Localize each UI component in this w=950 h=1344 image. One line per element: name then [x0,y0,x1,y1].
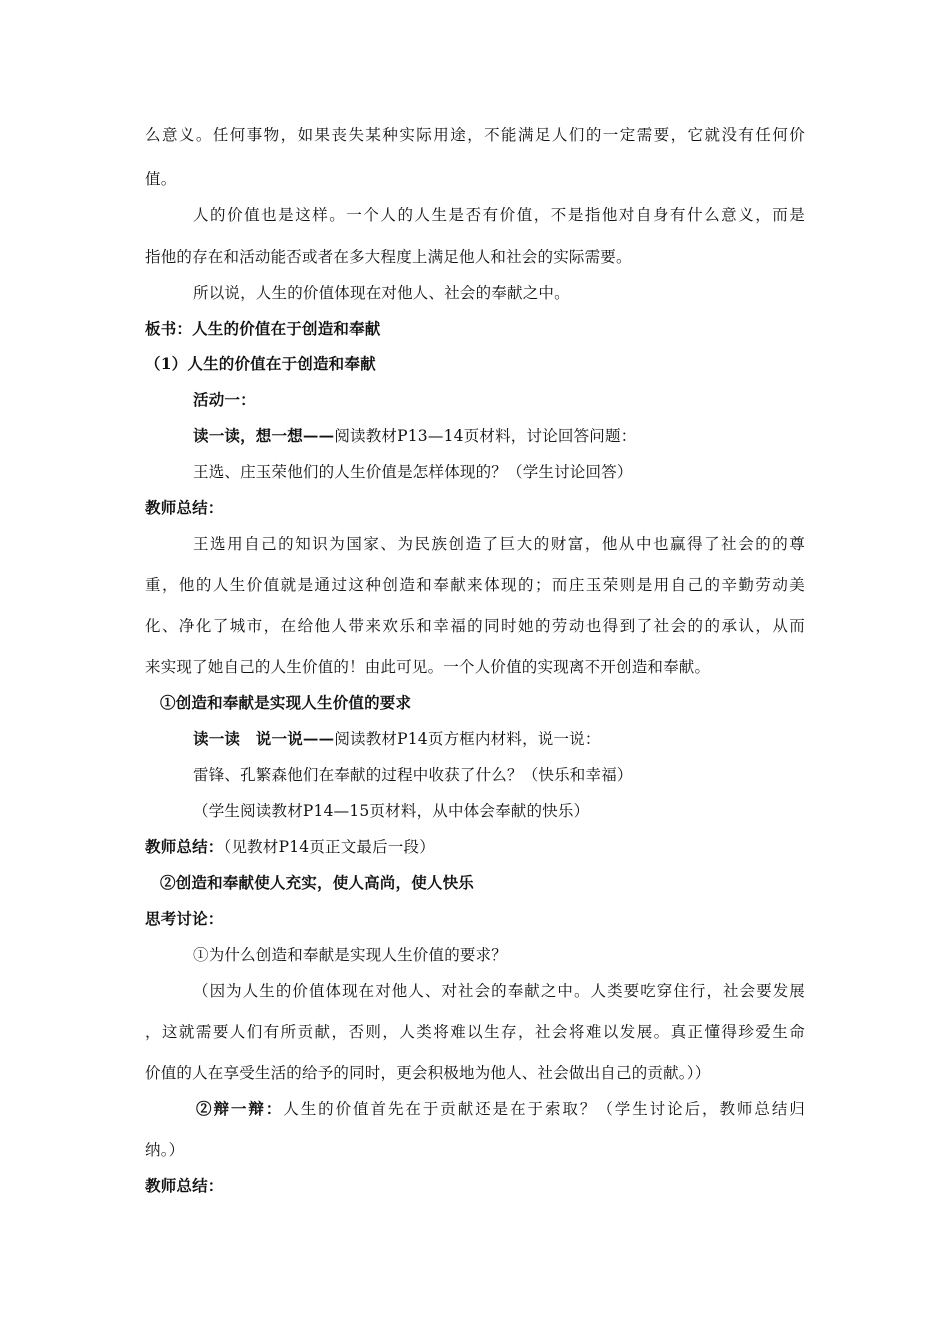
paragraph-line: 纳。） [145,1141,185,1159]
note-line: （学生阅读教材P14—15页材料，从中体会奉献的快乐） [193,802,590,820]
paragraph-line: 化、净化了城市，在给他人带来欢乐和幸福的同时她的劳动也得到了社会的的承认，从而 [145,617,805,635]
teacher-summary-label: 教师总结： [145,1176,224,1195]
read-instruction-bold: 读一读 说一说—— [193,729,335,748]
paragraph-line: 王选用自己的知识为国家、为民族创造了巨大的财富，他从中也赢得了社会的的尊 [193,535,805,553]
point-heading: ②创造和奉献使人充实，使人高尚，使人快乐 [160,873,475,892]
teacher-summary-label: 教师总结： [145,498,224,517]
question-line: 王选、庄玉荣他们的人生价值是怎样体现的？（学生讨论回答） [193,463,633,481]
point-heading: ①创造和奉献是实现人生价值的要求 [160,693,412,712]
paragraph-line: 值。 [145,170,177,188]
paragraph-line: ，这就需要人们有所贡献，否则，人类将难以生存，社会将难以发展。真正懂得珍爱生命 [145,1023,805,1041]
paragraph-line: 人的价值也是这样。一个人的人生是否有价值，不是指他对自身有什么意义，而是 [193,206,805,224]
paragraph-line: （因为人生的价值体现在对他人、对社会的奉献之中。人类要吃穿住行，社会要发展 [193,982,805,1000]
section-heading: （1）人生的价值在于创造和奉献 [145,354,376,373]
teacher-summary-line [145,837,435,857]
read-instruction [193,426,636,446]
teacher-summary-label: 教师总结： [145,837,224,856]
read-instruction-bold: 读一读，想一想—— [193,426,335,445]
read-instruction [193,729,601,749]
board-heading: 板书：人生的价值在于创造和奉献 [145,319,381,338]
question-line: ①为什么创造和奉献是实现人生价值的要求？ [193,946,508,964]
activity-label: 活动一： [193,390,256,409]
debate-label: ②辩一辩： [196,1099,284,1118]
paragraph-line: 来实现了她自己的人生价值的！由此可见。一个人价值的实现离不开创造和奉献。 [145,658,711,676]
question-line: 雷锋、孔繁森他们在奉献的过程中收获了什么？（快乐和幸福） [193,766,633,784]
paragraph-line: 所以说，人生的价值体现在对他人、社会的奉献之中。 [193,284,570,302]
read-instruction-text: 阅读教材P14页方框内材料，说一说： [334,730,601,748]
debate-text: 人生的价值首先在于贡献还是在于索取？（学生讨论后，教师总结归 [283,1100,805,1118]
paragraph-line: 么意义。任何事物，如果丧失某种实际用途，不能满足人们的一定需要，它就没有任何价 [145,126,805,144]
teacher-summary-text: （见教材P14页正文最后一段） [223,838,435,856]
read-instruction-text: 阅读教材P13—14页材料，讨论回答问题： [334,427,637,445]
paragraph-line: 价值的人在享受生活的给予的同时，更会积极地为他人、社会做出自己的贡献。）） [145,1064,711,1082]
think-discuss-label: 思考讨论： [145,909,224,928]
debate-line [196,1099,805,1119]
paragraph-line: 重，他的人生价值就是通过这种创造和奉献来体现的；而庄玉荣则是用自己的辛勤劳动美 [145,576,805,594]
paragraph-line: 指他的存在和活动能否或者在多大程度上满足他人和社会的实际需要。 [145,248,632,266]
